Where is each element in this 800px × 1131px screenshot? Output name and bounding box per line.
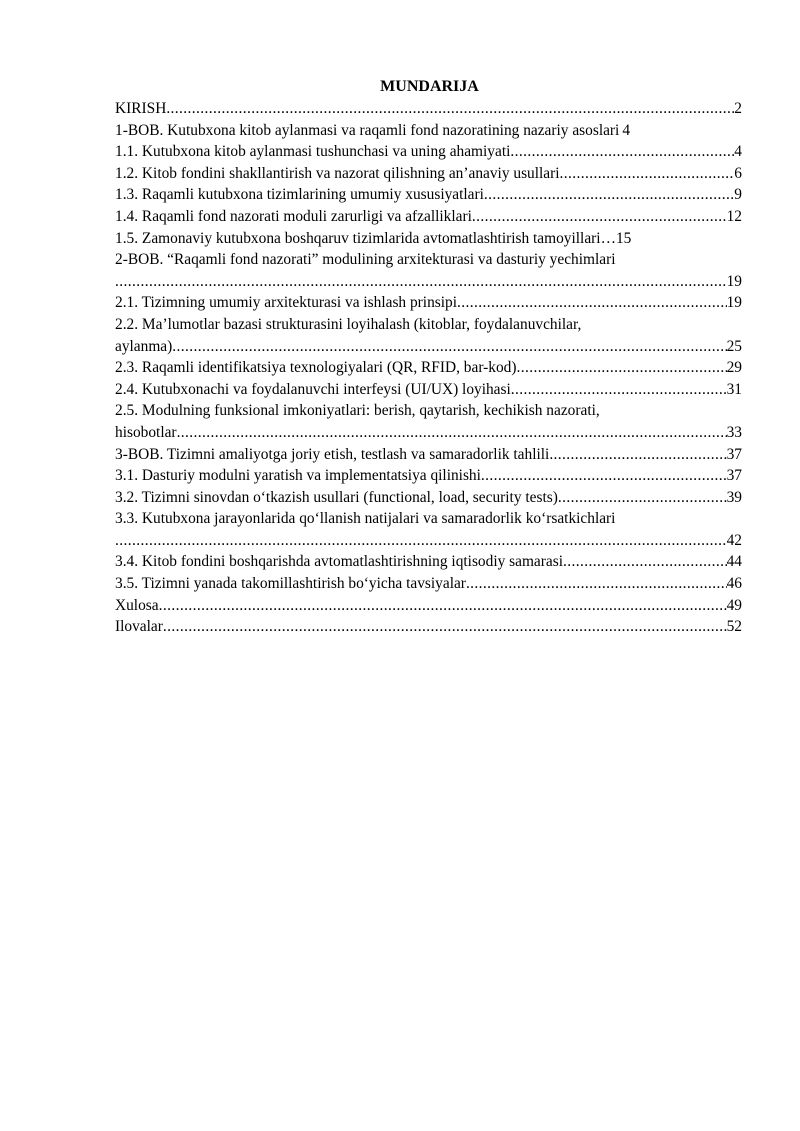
dot-leader: [115, 530, 727, 552]
toc-entry-continuation: [115, 271, 742, 293]
dot-leader: [163, 616, 727, 638]
toc-entry-page: 31: [726, 380, 742, 398]
toc-entry-chapter-1: [115, 120, 742, 142]
toc-entry-kirish: [115, 98, 742, 120]
toc-entry-label: 2.1. Tizimning umumiy arxitekturasi va ishlash prinsipi: [115, 294, 458, 312]
dot-leader: [481, 465, 727, 487]
toc-entry-page: 25: [726, 337, 742, 355]
toc-entry-2-3: [115, 357, 742, 379]
toc-entry-page: 46: [726, 575, 742, 593]
toc-entry-page: 37: [726, 467, 742, 485]
dot-leader: [484, 184, 734, 206]
toc-entry-3-4: [115, 551, 742, 573]
toc-entry-label: Ilovalar: [115, 618, 163, 636]
dot-leader: [549, 444, 726, 466]
toc-entry-xulosa: [115, 595, 742, 617]
toc-entry-page: 37: [726, 445, 742, 463]
toc-entry-label: 3.5. Tizimni yanada takomillashtirish bo‘yicha tavsiyalar: [115, 575, 466, 593]
toc-entry-label: 2.3. Raqamli identifikatsiya texnologiyalari (QR, RFID, bar-kod): [115, 359, 517, 377]
toc-entry-continuation: [115, 530, 742, 552]
dot-leader: [563, 551, 727, 573]
dot-leader: [511, 379, 727, 401]
toc-entry-label: 1.4. Raqamli fond nazorati moduli zarurligi va afzalliklari: [115, 207, 472, 225]
dot-leader: [466, 573, 727, 595]
toc-entry-ilovalar: [115, 616, 742, 638]
toc-entry-label: 2-BOB. “Raqamli fond nazorati” modulining arxitekturasi va dasturiy yechimlari: [115, 251, 616, 269]
toc-entry-label: KIRISH: [115, 100, 167, 117]
toc-entry-page: 19: [726, 294, 742, 312]
toc-entry-continuation: [115, 422, 742, 444]
dot-leader: [159, 595, 727, 617]
toc-entry-2-1: [115, 292, 742, 314]
toc-entry-1-5: [115, 228, 742, 250]
toc-entry-1-2: [115, 163, 742, 185]
toc-entry-label: 1.1. Kutubxona kitob aylanmasi tushunchasi va uning ahamiyati: [115, 143, 511, 161]
toc-entry-chapter-3: [115, 444, 742, 466]
toc-entry-label: Xulosa: [115, 596, 159, 614]
toc-entry-page: 33: [726, 423, 742, 441]
toc-entry-page: 52: [726, 618, 742, 636]
toc-entry-label: 3.4. Kitob fondini boshqarishda avtomatlashtirishning iqtisodiy samarasi: [115, 553, 563, 571]
toc-entry-page: 19: [726, 272, 742, 290]
dot-leader: [115, 271, 727, 293]
toc-entry-1-4: [115, 206, 742, 228]
toc-entry-page: 6: [734, 164, 742, 182]
toc-entry-label: 3-BOB. Tizimni amaliyotga joriy etish, testlash va samaradorlik tahlili: [115, 445, 550, 463]
toc-entry-3-1: [115, 465, 742, 487]
dot-leader: [516, 357, 726, 379]
toc-entry-page: 39: [726, 488, 742, 506]
toc-entry-page: 44: [726, 553, 742, 571]
toc-entry-page: 9: [734, 186, 742, 204]
toc-entry-label: 3.2. Tizimni sinovdan o‘tkazish usullari (functional, load, security tests): [115, 488, 558, 506]
toc-entry-label: 2.4. Kutubxonachi va foydalanuvchi interfeysi (UI/UX) loyihasi: [115, 380, 511, 398]
toc-entry-page: 4: [734, 143, 742, 161]
toc-list: [115, 98, 742, 638]
toc-entry-label: 2.5. Modulning funksional imkoniyatlari: berish, qaytarish, kechikish nazorati,: [115, 402, 600, 420]
toc-entry-2-5: [115, 400, 742, 443]
toc-entry-3-2: [115, 487, 742, 509]
ellipsis-leader: …: [600, 229, 616, 247]
toc-entry-chapter-2: [115, 249, 742, 292]
toc-entry-page: 42: [726, 531, 742, 549]
toc-entry-label: 3.3. Kutubxona jarayonlarida qo‘llanish natijalari va samaradorlik ko‘rsatkichlari: [115, 510, 616, 528]
dot-leader: [560, 163, 735, 185]
toc-entry-label: 1-BOB. Kutubxona kitob aylanmasi va raqamli fond nazoratining nazariy asoslari: [115, 121, 620, 139]
toc-entry-page: 29: [726, 359, 742, 377]
toc-entry-label: 1.2. Kitob fondini shakllantirish va nazorat qilishning an’anaviy usullari: [115, 164, 560, 182]
toc-entry-label-cont: hisobotlar: [115, 423, 177, 441]
dot-leader: [510, 141, 734, 163]
dot-leader: [166, 98, 734, 120]
dot-leader: [457, 292, 727, 314]
dot-leader: [172, 336, 726, 358]
toc-entry-label: 1.5. Zamonaviy kutubxona boshqaruv tizimlarida avtomatlashtirish tamoyillari: [115, 229, 601, 247]
toc-entry-page: 12: [726, 207, 742, 225]
toc-entry-page: 49: [726, 596, 742, 614]
toc-entry-3-5: [115, 573, 742, 595]
toc-title: MUNDARIJA: [380, 78, 479, 95]
toc-entry-label-cont: aylanma): [115, 337, 173, 355]
toc-entry-page: 15: [615, 229, 632, 247]
dot-leader: [558, 487, 727, 509]
dot-leader: [472, 206, 727, 228]
toc-entry-3-3: [115, 508, 742, 551]
toc-entry-page: 4: [622, 121, 631, 139]
toc-entry-1-1: [115, 141, 742, 163]
toc-entry-2-4: [115, 379, 742, 401]
toc-entry-continuation: [115, 336, 742, 358]
toc-entry-label: 3.1. Dasturiy modulni yaratish va implementatsiya qilinishi: [115, 467, 481, 485]
toc-entry-label: 1.3. Raqamli kutubxona tizimlarining umumiy xususiyatlari: [115, 186, 484, 204]
document-page: [115, 76, 742, 638]
toc-entry-2-2: [115, 314, 742, 357]
dot-leader: [177, 422, 727, 444]
toc-entry-page: 2: [734, 100, 742, 117]
toc-entry-label: 2.2. Ma’lumotlar bazasi strukturasini loyihalash (kitoblar, foydalanuvchilar,: [115, 315, 582, 333]
toc-entry-1-3: [115, 184, 742, 206]
